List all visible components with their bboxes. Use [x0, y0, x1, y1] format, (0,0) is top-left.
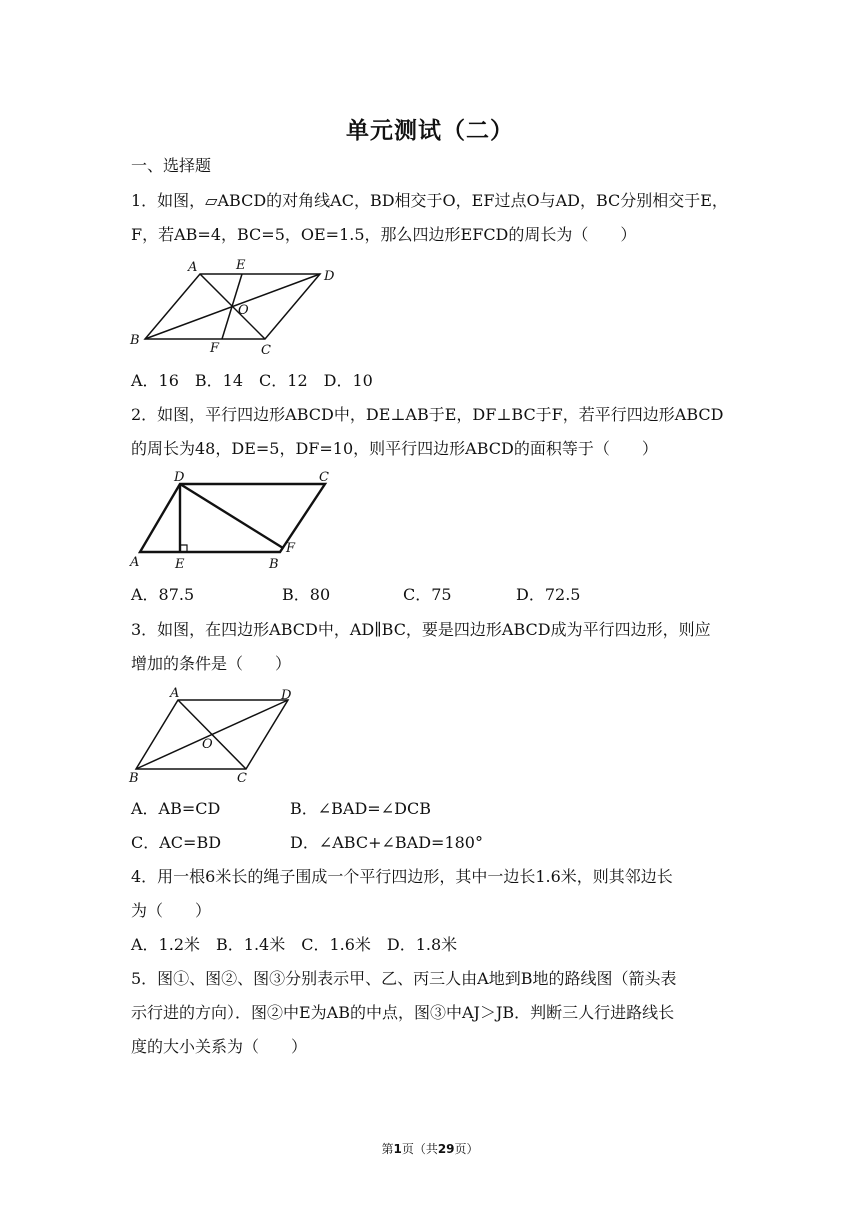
- q3-label-d: D: [281, 688, 292, 703]
- q3-text-line1: 3．如图，在四边形ABCD中，AD∥BC，要是四边形ABCD成为平行四边形，则应: [131, 620, 711, 639]
- q3-label-c: C: [237, 771, 247, 786]
- q1-label-d: D: [324, 269, 335, 284]
- section-heading: 一、选择题: [131, 156, 212, 175]
- q3-diagonal-bd: [136, 700, 288, 769]
- footer-page-number: 1: [393, 1142, 402, 1156]
- q2-label-c: C: [319, 470, 329, 485]
- q3-figure: [120, 682, 320, 792]
- q2-label-a: A: [130, 555, 140, 570]
- q3-option-c: C．AC=BD: [131, 833, 222, 852]
- q2-text-line1: 2．如图，平行四边形ABCD中，DE⊥AB于E，DF⊥BC于F，若平行四边形ABCD: [131, 405, 724, 424]
- page-footer: [0, 1140, 860, 1157]
- q1-text-line2: F，若AB=4，BC=5，OE=1.5，那么四边形EFCD的周长为（ ）: [131, 225, 637, 244]
- q5-text-line2: 示行进的方向）．图②中E为AB的中点，图③中AJ＞JB．判断三人行进路线长: [131, 1003, 675, 1022]
- q3-label-b: B: [129, 771, 139, 786]
- q2-altitude-df: [180, 484, 283, 548]
- q1-label-c: C: [261, 343, 271, 358]
- q2-figure: [120, 466, 350, 576]
- q4-options: A．1.2米 B．1.4米 C．1.6米 D．1.8米: [131, 935, 458, 954]
- q2-label-d: D: [174, 470, 185, 485]
- q2-text-line2: 的周长为48，DE=5，DF=10，则平行四边形ABCD的面积等于（ ）: [131, 439, 658, 458]
- q5-text-line1: 5．图①、图②、图③分别表示甲、乙、丙三人由A地到B地的路线图（箭头表: [131, 969, 677, 988]
- q3-option-d: D．∠ABC+∠BAD=180°: [290, 833, 483, 852]
- q1-label-e: E: [236, 258, 246, 273]
- q5-text-line3: 度的大小关系为（ ）: [131, 1037, 308, 1056]
- footer-mid: 页（共: [401, 1142, 438, 1156]
- footer-suffix: 页）: [454, 1142, 479, 1156]
- footer-prefix: 第: [381, 1142, 394, 1156]
- q1-label-b: B: [130, 333, 140, 348]
- q1-label-o: O: [238, 303, 249, 318]
- q2-option-a: A．87.5: [131, 585, 195, 604]
- page-title: 单元测试（二）: [346, 118, 514, 144]
- q2-label-b: B: [269, 557, 279, 572]
- q4-text-line2: 为（ ）: [131, 901, 212, 920]
- q3-option-a: A．AB=CD: [131, 799, 221, 818]
- q2-label-e: E: [175, 557, 185, 572]
- q2-label-f: F: [286, 541, 296, 556]
- q3-label-a: A: [170, 686, 180, 701]
- q3-text-line2: 增加的条件是（ ）: [131, 654, 292, 673]
- q3-option-b: B．∠BAD=∠DCB: [290, 799, 431, 818]
- q1-label-a: A: [188, 260, 198, 275]
- q1-options: A．16 B．14 C．12 D．10: [131, 371, 373, 390]
- q2-option-c: C．75: [403, 585, 452, 604]
- q4-text-line1: 4．用一根6米长的绳子围成一个平行四边形，其中一边长1.6米，则其邻边长: [131, 867, 673, 886]
- q2-option-d: D．72.5: [516, 585, 581, 604]
- footer-total-pages: 29: [437, 1142, 455, 1156]
- q1-text-line1: 1．如图，▱ABCD的对角线AC，BD相交于O，EF过点O与AD，BC分别相交于E，: [131, 191, 728, 210]
- q3-label-o: O: [202, 737, 213, 752]
- q1-label-f: F: [210, 341, 220, 356]
- q2-option-b: B．80: [282, 585, 331, 604]
- q1-figure: [120, 252, 360, 362]
